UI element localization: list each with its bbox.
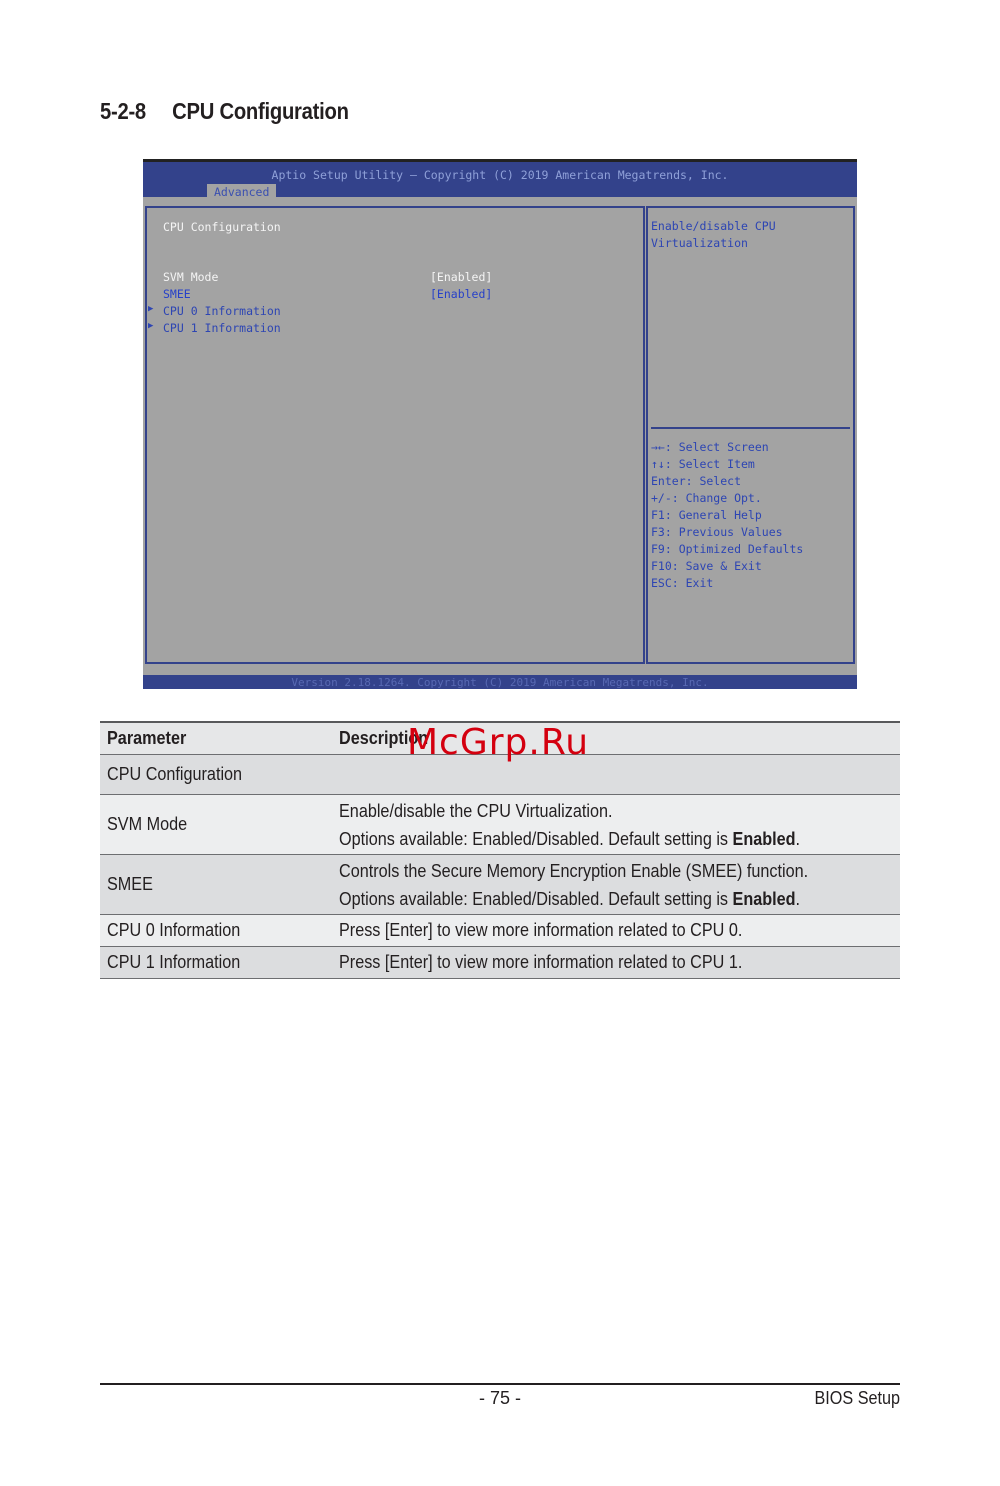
section-number: 5-2-8	[100, 98, 146, 124]
page-number: - 75 -	[478, 1388, 521, 1408]
description-line: Controls the Secure Memory Encryption Enable (SMEE) function.	[339, 860, 809, 881]
bios-version-text: Version 2.18.1264. Copyright (C) 2019 American Megatrends, Inc.	[291, 676, 709, 689]
bios-item-cpu1-information[interactable]: CPU 1 Information	[163, 321, 281, 335]
submenu-arrow-icon: ▶	[148, 304, 154, 314]
table-row	[100, 947, 900, 979]
key-hint: +/-: Change Opt.	[651, 491, 762, 505]
bios-title-text: Aptio Setup Utility – Copyright (C) 2019 American Megatrends, Inc.	[271, 168, 729, 182]
key-hint: F1: General Help	[651, 508, 762, 522]
parameter-cell: SMEE	[100, 855, 332, 915]
bios-version-bar	[143, 675, 857, 689]
bios-page-title: CPU Configuration	[163, 220, 281, 234]
key-hint: F10: Save & Exit	[651, 559, 762, 573]
table-row	[100, 915, 900, 947]
section-title: CPU Configuration	[172, 98, 349, 124]
parameter-cell: CPU 1 Information	[100, 947, 332, 979]
header-description: Description	[332, 722, 900, 755]
description-line: Options available: Enabled/Disabled. Default setting is Enabled.	[339, 888, 801, 909]
description-cell	[332, 855, 900, 915]
description-cell: Press [Enter] to view more information related to CPU 0.	[332, 915, 900, 947]
description-cell	[332, 795, 900, 855]
bios-screenshot	[143, 159, 857, 689]
watermark: McGrp.Ru	[407, 722, 590, 763]
bios-item-smee[interactable]: SMEE	[163, 287, 191, 301]
description-cell: Press [Enter] to view more information related to CPU 1.	[332, 947, 900, 979]
key-hint: ESC: Exit	[651, 576, 714, 590]
section-heading	[100, 98, 349, 125]
parameter-cell: SVM Mode	[100, 795, 332, 855]
table-row	[100, 855, 900, 915]
bios-title-bar	[143, 159, 857, 197]
bios-main-panel	[145, 206, 645, 664]
tab-advanced[interactable]: Advanced	[207, 184, 276, 200]
key-hint: F9: Optimized Defaults	[651, 542, 804, 556]
bios-item-cpu0-information[interactable]: CPU 0 Information	[163, 304, 281, 318]
description-line: Options available: Enabled/Disabled. Default setting is Enabled.	[339, 828, 801, 849]
key-hint: Enter: Select	[651, 474, 742, 488]
help-text-line: Virtualization	[651, 236, 748, 250]
key-hint: F3: Previous Values	[651, 525, 783, 539]
submenu-arrow-icon: ▶	[148, 321, 154, 331]
key-hint: →←: Select Screen	[651, 440, 769, 454]
help-divider	[651, 427, 850, 429]
footer-section-label: BIOS Setup	[814, 1388, 900, 1408]
table-row	[100, 795, 900, 855]
help-text-line: Enable/disable CPU	[651, 219, 776, 233]
key-hint: ↑↓: Select Item	[651, 457, 755, 471]
parameter-cell: CPU Configuration	[100, 755, 332, 795]
footer-rule	[100, 1383, 900, 1385]
bios-item-svm-mode[interactable]: SVM Mode	[163, 270, 219, 284]
bios-value-svm-mode[interactable]: [Enabled]	[430, 270, 493, 284]
bios-help-panel	[646, 206, 855, 664]
bios-value-smee[interactable]: [Enabled]	[430, 287, 493, 301]
header-parameter: Parameter	[100, 722, 332, 755]
description-line: Enable/disable the CPU Virtualization.	[339, 800, 613, 821]
parameter-cell: CPU 0 Information	[100, 915, 332, 947]
